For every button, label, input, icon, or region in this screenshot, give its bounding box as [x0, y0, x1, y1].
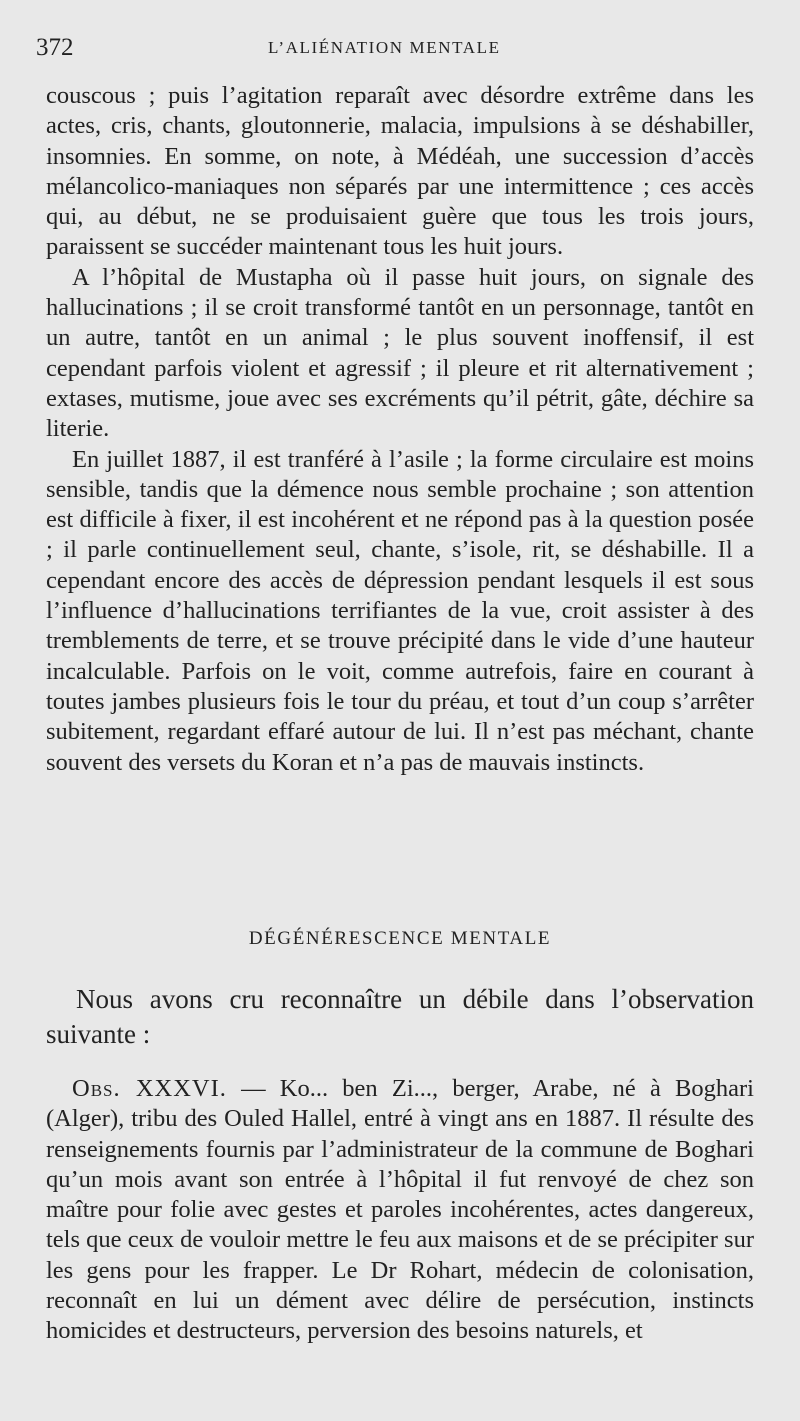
observation-block	[46, 1074, 754, 1347]
observation-label: Obs. XXXVI.	[72, 1075, 227, 1102]
section-lead-sentence: Nous avons cru reconnaître un débile dans l’observation suivante :	[46, 984, 754, 1049]
page-number: 372	[36, 34, 74, 61]
section-heading: DÉGÉNÉRESCENCE MENTALE	[248, 928, 552, 949]
observation-text: — Ko... ben Zi..., berger, Arabe, né à Boghari (Alger), tribu des Ouled Hallel, entré à vingt ans en 1887. Il résulte des renseignements fournis par l’administrateur de la commune de Boghari qu’un mois avant son entrée à l’hôpital il fut renvoyé de chez son maître pour folie avec gestes et paroles incohérentes, actes dangereux, tels que ceux de vouloir mettre le feu aux maisons et de se précipiter sur les gens pour les frapper. Le Dr Rohart, médecin de colonisation, reconnaît en lui un dément avec délire de persécution, instincts homicides et destructeurs, perversion des besoins naturels, et	[46, 1075, 754, 1345]
paragraph: A l’hôpital de Mustapha où il passe huit jours, on signale des hallucinations ; il se croit transformé tantôt en un personnage, tantôt en un autre, tantôt en un animal ; le plus souvent inoffensif, il est cependant parfois violent et agressif ; il pleure et rit alternativement ; extases, mutisme, joue avec ses excréments qu’il pétrit, gâte, déchire sa literie.	[46, 263, 754, 443]
running-head: L’ALIÉNATION MENTALE	[268, 38, 501, 57]
observation-paragraph	[46, 1074, 754, 1347]
paragraph: couscous ; puis l’agitation reparaît avec désordre extrême dans les actes, cris, chants, gloutonnerie, malacia, impulsions à se déshabiller, insomnies. En somme, on note, à Médéah, une succession d’accès mélancolico-maniaques non séparés par une intermittence ; ces accès qui, au début, ne se produisaient guère que tous les trois jours, paraissent se succéder maintenant tous les huit jours.	[46, 82, 754, 261]
page-header	[36, 34, 756, 64]
text-block-continuation	[46, 81, 754, 778]
paragraph: En juillet 1887, il est tranféré à l’asile ; la forme circulaire est moins sensible, tandis que la démence nous semble prochaine ; son attention est difficile à fixer, il est incohérent et ne répond pas à la question posée ; il parle continuellement seul, chante, s’isole, rit, se déshabille. Il a cependant encore des accès de dépression pendant lesquels il est sous l’influence d’hallucinations terrifiantes de la vue, croit assister à des tremblements de terre, et se trouve précipité dans le vide d’une hauteur incalculable. Parfois on le voit, comme autrefois, faire en courant à toutes jambes plusieurs fois le tour du préau, et tout d’un coup s’arrêter subitement, regardant effaré autour de lui. Il n’est pas méchant, chante souvent des versets du Koran et n’a pas de mauvais instincts.	[46, 445, 754, 776]
